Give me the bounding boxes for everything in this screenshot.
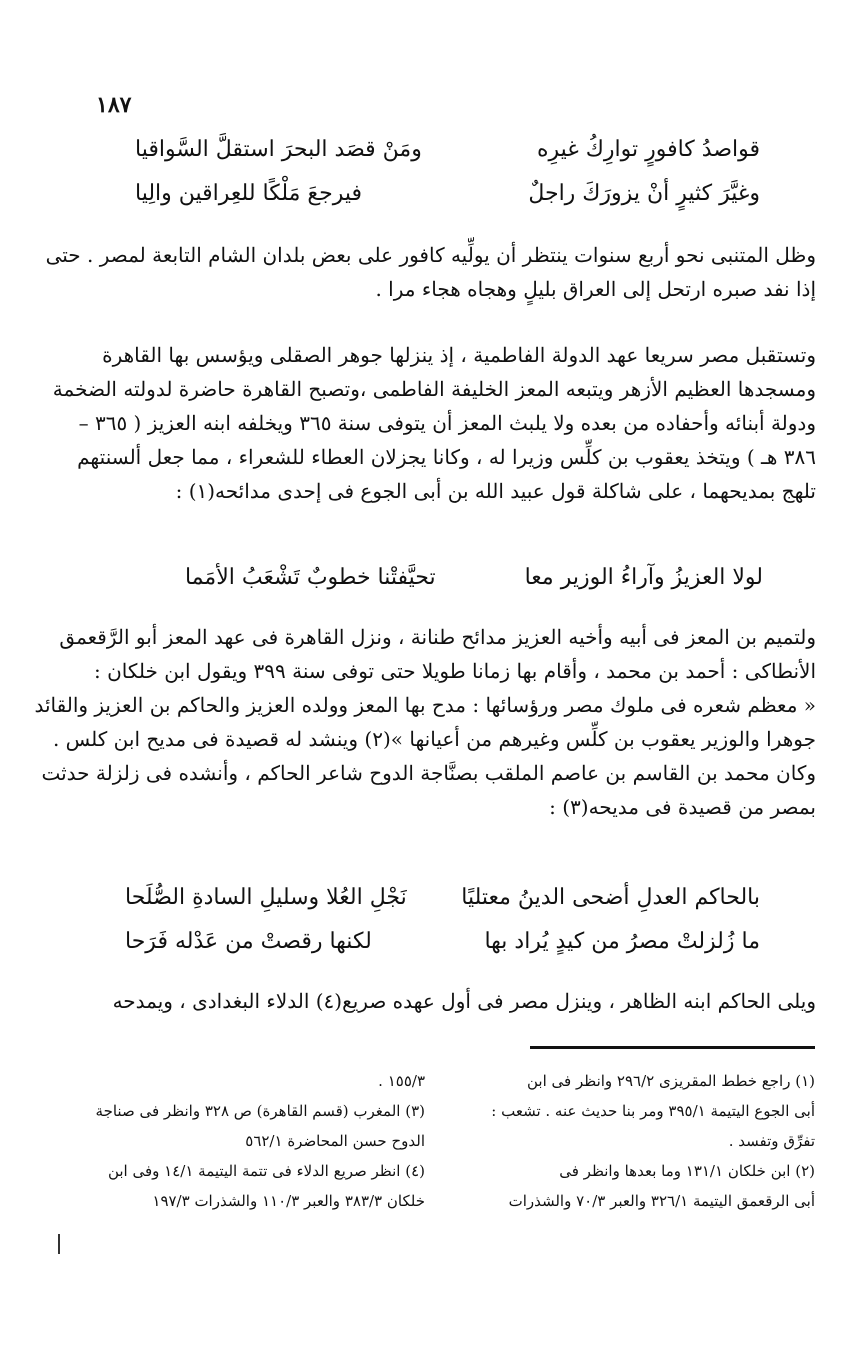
verse-hemistich-right: قواصدُ كافورٍ توارِكُ غيرِه	[536, 137, 760, 162]
text-line: بمصر من قصيدة فى مديحه(٣) :	[549, 795, 816, 819]
text-line: ولتميم بن المعز فى أبيه وأخيه العزيز مدائح طنانة ، ونزل القاهرة فى عهد المعز أبو الرَّقعمق	[59, 625, 816, 649]
footnote-line: (٢) ابن خلكان ١٣١/١ وما بعدها وانظر فى	[559, 1162, 815, 1180]
footnote-line: (٣) المغرب (قسم القاهرة) ص ٣٢٨ وانظر فى صناجة	[95, 1102, 425, 1120]
text-line: ويلى الحاكم ابنه الظاهر ، وينزل مصر فى أول عهده صريع(٤) الدلاء البغدادى ، ويمدحه	[112, 989, 816, 1013]
paragraph	[52, 338, 816, 508]
footnotes-left-column	[95, 1066, 425, 1216]
verse-hemistich-right: لولا العزيزُ وآراءُ الوزير معا	[524, 565, 763, 590]
verse-hemistich-left: ومَنْ قصَد البحرَ استقلَّ السَّواقيا	[135, 137, 422, 162]
text-line: تلهج بمديحهما ، على شاكلة قول عبيد الله بن أبى الجوع فى إحدى مدائحه(١) :	[175, 479, 816, 503]
footnote-line: الدوح حسن المحاضرة ٥٦٢/١	[245, 1132, 425, 1150]
text-line: وكان محمد بن القاسم بن عاصم الملقب بصنَّاجة الدوح شاعر الحاكم ، وأنشده فى زلزلة حدثت	[41, 761, 816, 785]
paragraph	[45, 238, 816, 306]
text-line: وتستقبل مصر سريعا عهد الدولة الفاطمية ، إذ ينزلها جوهر الصقلى ويؤسس بها القاهرة	[102, 343, 816, 367]
text-line: ومسجدها العظيم الأزهر ويتبعه المعز الخليفة الفاطمى ،وتصبح القاهرة حاضرة لدولته الضخمة	[52, 377, 816, 401]
text-line: إذا نفد صبره ارتحل إلى العراق بليلٍ وهجاه هجاء مرا .	[375, 277, 816, 301]
footnote-line: ١٥٥/٣ .	[378, 1072, 425, 1090]
footnote-line: أبى الجوع اليتيمة ٣٩٥/١ ومر بنا حديث عنه . تشعب :	[491, 1102, 815, 1120]
footnotes-right-column	[475, 1066, 815, 1216]
footnote-line: (٤) انظر صريع الدلاء فى تتمة اليتيمة ١٤/١ وفى ابن	[107, 1162, 425, 1180]
margin-mark	[58, 1234, 60, 1254]
verse-hemistich-left: نَجْلِ العُلا وسليلِ السادةِ الصُّلَحا	[125, 885, 407, 910]
verse-line	[125, 920, 760, 964]
paragraph	[34, 620, 816, 824]
footnote-line: خلكان ٣٨٣/٣ والعبر ١١٠/٣ والشذرات ١٩٧/٣	[152, 1192, 425, 1210]
verse-hemistich-right: وغيَّرَ كثيرٍ أنْ يزورَكَ راجلٌ	[528, 181, 760, 206]
page-number: ١٨٧	[96, 92, 132, 118]
text-line: الأنطاكى : أحمد بن محمد ، وأقام بها زمانا طويلا حتى توفى سنة ٣٩٩ ويقول ابن خلكان :	[94, 659, 816, 683]
verse-line	[135, 128, 760, 172]
verse-line	[185, 556, 763, 600]
text-line: ٣٨٦ هـ ) ويتخذ يعقوب بن كلِّس وزيرا له ، وكانا يجزلان العطاء للشعراء ، مما جعل ألسنتهم	[77, 445, 816, 469]
verse-line	[125, 876, 760, 920]
footnote-line: (١) راجع خطط المقريزى ٢٩٦/٢ وانظر فى ابن	[527, 1072, 815, 1090]
verse-hemistich-left: تحيَّفتْنا خطوبٌ تَشْعَبُ الأمَما	[185, 565, 436, 590]
text-line: ودولة أبنائه وأحفاده من بعده ولا يلبث المعز أن يتوفى سنة ٣٦٥ ويخلفه ابنه العزيز ( ٣٦٥ –	[78, 411, 816, 435]
verse-line	[135, 172, 760, 216]
footnote-line: تفرِّق وتفسد .	[728, 1132, 815, 1150]
footnote-divider	[530, 1046, 815, 1049]
text-line: وظل المتنبى نحو أربع سنوات ينتظر أن يولِّيه كافور على بعض بلدان الشام التابعة لمصر . حتى	[45, 243, 816, 267]
paragraph	[112, 984, 816, 1018]
verse-hemistich-left: لكنها رقصتْ من عَدْله فَرَحا	[125, 929, 372, 954]
footnote-line: أبى الرقعمق اليتيمة ٣٢٦/١ والعبر ٧٠/٣ والشذرات	[508, 1192, 815, 1210]
text-line: جوهرا والوزير يعقوب بن كلِّس وغيرهم من أعيانها »(٢) وينشد له قصيدة فى مديح ابن كلس .	[52, 727, 816, 751]
text-line: « معظم شعره فى ملوك مصر ورؤسائها : مدح بها المعز وولده العزيز والحاكم بن العزيز والقائد	[34, 693, 816, 717]
verse-hemistich-right: ما زُلزلتْ مصرُ من كيدٍ يُراد بها	[484, 929, 760, 954]
verse-hemistich-left: فيرجعَ مَلْكًا للعِراقين والِيا	[135, 181, 363, 206]
verse-hemistich-right: بالحاكم العدلِ أضحى الدينُ معتليًا	[461, 885, 760, 910]
